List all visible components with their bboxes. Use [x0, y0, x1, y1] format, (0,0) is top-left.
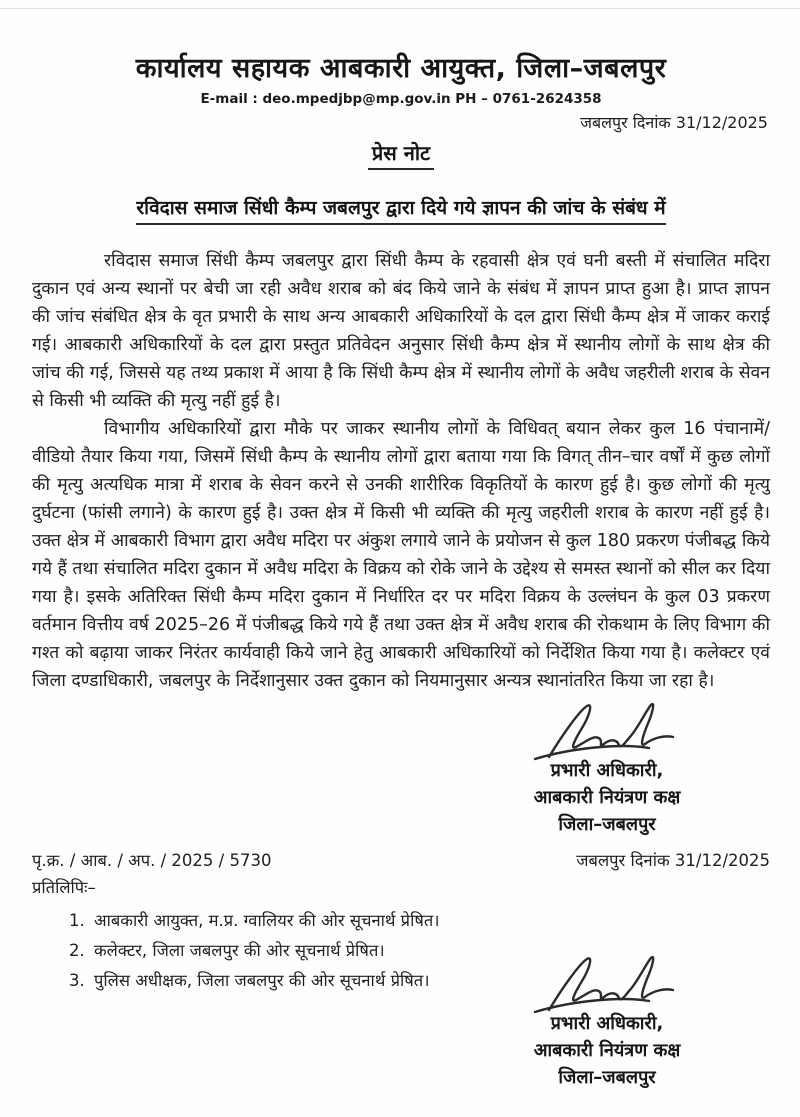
doc-type-label: प्रेस नोट	[368, 139, 434, 170]
reference-number: पृ.क्र. / आब. / अप. / 2025 / 5730	[32, 851, 272, 870]
subject-text: रविदास समाज सिंधी कैम्प जबलपुर द्वारा दिये गये ज्ञापन की जांच के संबंध में	[136, 194, 665, 225]
reference-row	[32, 848, 770, 871]
issue-date: जबलपुर दिनांक 31/12/2025	[580, 113, 768, 132]
signature-block-top	[472, 701, 742, 838]
office-title: कार्यालय सहायक आबकारी आयुक्त, जिला–जबलपुर	[135, 53, 667, 84]
signatory-designation: प्रभारी अधिकारी,	[550, 760, 664, 781]
footer-date: जबलपुर दिनांक 31/12/2025	[576, 851, 770, 870]
signatory-district: जिला–जबलपुर	[558, 1067, 656, 1088]
body-paragraph-1: रविदास समाज सिंधी कैम्प जबलपुर द्वारा सिंधी कैम्प के रहवासी क्षेत्र एवं घनी बस्ती में संचालित मदिरा दुकान एवं अन्य स्थानों पर बेची जा रही अवैध शराब को बंद किये जाने के संबंध में ज्ञापन प्राप्त हुआ है। प्राप्त ज्ञापन की जांच संबंधित क्षेत्र के वृत प्रभारी के साथ अन्य आबकारी अधिकारियों के दल द्वारा सिंधी कैम्प क्षेत्र में जाकर कराई गई। आबकारी अधिकारियों के दल द्वारा प्रस्तुत प्रतिवेदन अनुसार सिंधी कैम्प क्षेत्र में स्थानीय लोगों के साथ क्षेत्र की जांच की गई, जिससे यह तथ्य प्रकाश में आया है कि सिंधी कैम्प क्षेत्र में स्थानीय लोगों के अवैध जहरीली शराब के सेवन से किसी भी व्यक्ति की मृत्यु नहीं हुई है।	[32, 251, 770, 411]
copy-item: 2. कलेक्टर, जिला जबलपुर की ओर सूचनार्थ प्रेषित।	[90, 936, 552, 966]
signatory-designation: प्रभारी अधिकारी,	[550, 1013, 664, 1034]
photo-edge-line	[0, 8, 800, 9]
signatory-district: जिला–जबलपुर	[558, 814, 656, 835]
signature-mark	[527, 701, 687, 763]
footer-area	[32, 906, 770, 1088]
contact-line: E-mail : deo.mpedjbp@mp.gov.in PH – 0761-2624358	[200, 91, 602, 107]
body-paragraph-2: विभागीय अधिकारियों द्वारा मौके पर जाकर स्थानीय लोगों के विधिवत् बयान लेकर कुल 16 पंचानामें/वीडियो तैयार किया गया, जिसमें सिंधी कैम्प के स्थानीय लोगों द्वारा बताया गया कि विगत् तीन–चार वर्षों में कुछ लोगों की मृत्यु अत्यधिक मात्रा में शराब के सेवन करने से उनकी शारीरिक विकृतियों के कारण हुई है। कुछ लोगों की मृत्यु दुर्घटना (फांसी लगाने) के कारण हुई है। उक्त क्षेत्र में किसी भी व्यक्ति की मृत्यु जहरीली शराब के कारण नहीं हुई है। उक्त क्षेत्र में आबकारी विभाग द्वारा अवैध मदिरा पर अंकुश लगाये जाने के प्रयोजन से कुल 180 प्रकरण पंजीबद्ध किये गये हैं तथा संचालित मदिरा दुकान में अवैध मदिरा के विक्रय को रोके जाने के उद्देश्य से समस्त स्थानों को सील कर दिया गया है। इसके अतिरिक्त सिंधी कैम्प मदिरा दुकान में निर्धारित दर पर मदिरा विक्रय के उल्लंघन के कुल 03 प्रकरण वर्तमान वित्तीय वर्ष 2025–26 में पंजीबद्ध किये गये हैं तथा उक्त क्षेत्र में अवैध शराब की रोकथाम के लिए विभाग की गश्त को बढ़ाया जाकर निरंतर कार्यवाही किये जाने हेतु आबकारी अधिकारियों को निर्देशित किया गया है। कलेक्टर एवं जिला दण्डाधिकारी, जबलपुर के निर्देशानुसार उक्त दुकान को नियमानुसार अन्यत्र स्थानांतरित किया जा रहा है।	[32, 419, 770, 691]
subject-heading	[32, 194, 770, 225]
document-body	[32, 247, 770, 695]
copy-item: 3. पुलिस अधीक्षक, जिला जबलपुर की ओर सूचनार्थ प्रेषित।	[90, 966, 552, 996]
copy-item: 1. आबकारी आयुक्त, म.प्र. ग्वालियर की ओर सूचनार्थ प्रेषित।	[90, 906, 552, 936]
signature-mark	[527, 954, 687, 1016]
signatory-office: आबकारी नियंत्रण कक्ष	[533, 1040, 681, 1061]
signature-block-bottom	[472, 954, 742, 1091]
copy-to-label: प्रतिलिपिः–	[32, 878, 96, 897]
signatory-office: आबकारी नियंत्रण कक्ष	[533, 787, 681, 808]
doc-type-heading	[32, 139, 770, 170]
